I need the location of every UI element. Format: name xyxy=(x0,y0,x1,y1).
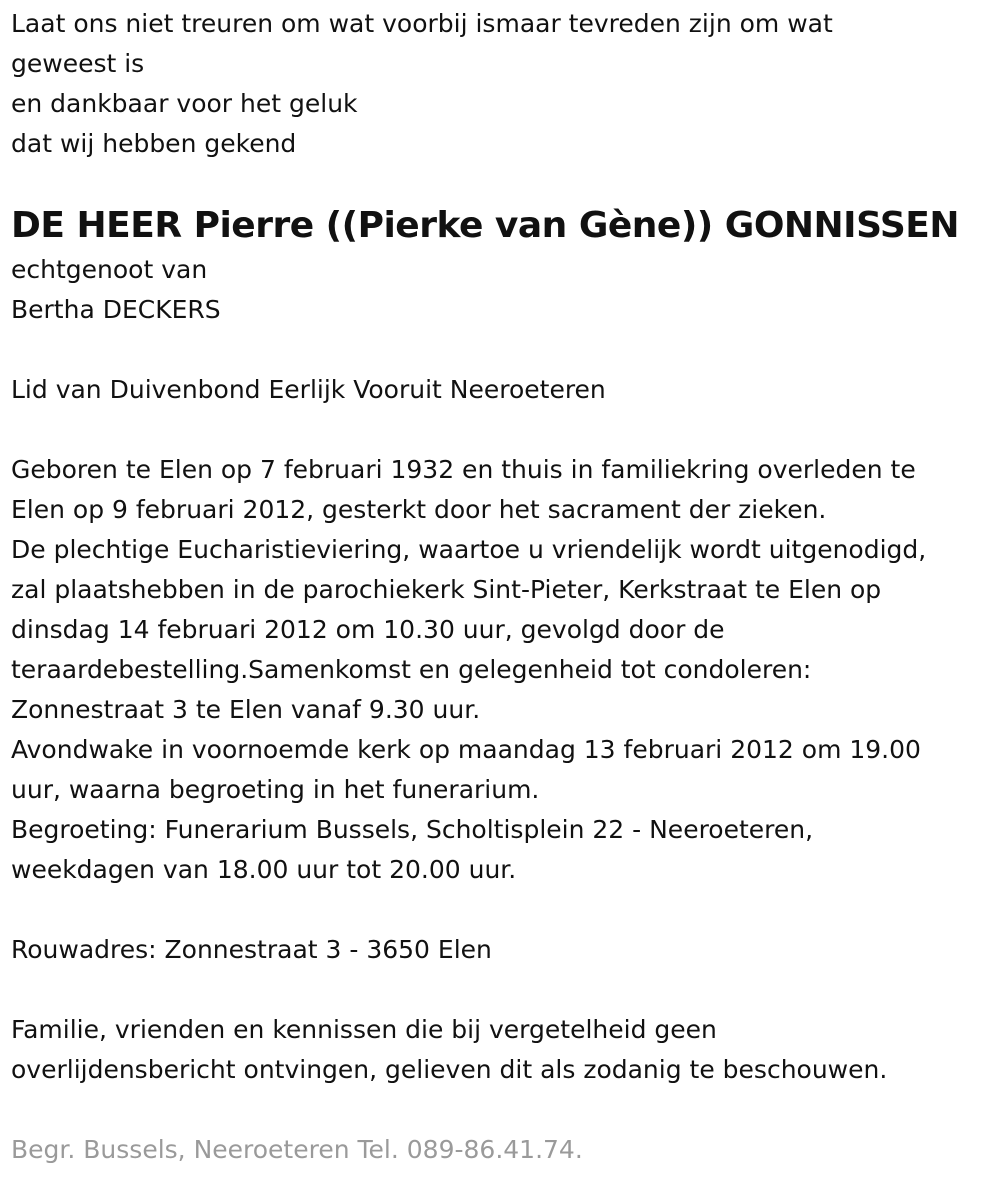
details-line: Begroeting: Funerarium Bussels, Scholtisplein 22 - Neeroeteren, xyxy=(11,815,814,844)
obituary-notice xyxy=(11,4,996,1170)
details-line: Zonnestraat 3 te Elen vanaf 9.30 uur. xyxy=(11,695,481,724)
poem xyxy=(11,4,996,164)
spacer xyxy=(11,410,996,450)
poem-line: geweest is xyxy=(11,49,145,78)
funeral-details xyxy=(11,450,996,890)
details-line: De plechtige Eucharistieviering, waartoe u vriendelijk wordt uitgenodigd, xyxy=(11,535,927,564)
details-line: Avondwake in voornoemde kerk op maandag 13 februari 2012 om 19.00 xyxy=(11,735,921,764)
family-notice xyxy=(11,1010,996,1090)
spacer xyxy=(11,330,996,370)
poem-line: dat wij hebben gekend xyxy=(11,129,297,158)
spacer xyxy=(11,1090,996,1130)
details-line: zal plaatshebben in de parochiekerk Sint-Pieter, Kerkstraat te Elen op xyxy=(11,575,882,604)
details-line: weekdagen van 18.00 uur tot 20.00 uur. xyxy=(11,855,517,884)
spouse-name: Bertha DECKERS xyxy=(11,295,221,324)
details-line: Elen op 9 februari 2012, gesterkt door het sacrament der zieken. xyxy=(11,495,827,524)
spacer xyxy=(11,164,996,202)
funeral-home-footer: Begr. Bussels, Neeroeteren Tel. 089-86.41.74. xyxy=(11,1135,583,1164)
details-line: teraardebestelling.Samenkomst en gelegenheid tot condoleren: xyxy=(11,655,812,684)
poem-line: Laat ons niet treuren om wat voorbij ismaar tevreden zijn om wat xyxy=(11,9,833,38)
mourning-address: Rouwadres: Zonnestraat 3 - 3650 Elen xyxy=(11,935,492,964)
spacer xyxy=(11,890,996,930)
details-line: uur, waarna begroeting in het funerarium. xyxy=(11,775,540,804)
membership-text: Lid van Duivenbond Eerlijk Vooruit Neeroeteren xyxy=(11,375,606,404)
deceased-name: DE HEER Pierre ((Pierke van Gène)) GONNISSEN xyxy=(11,205,960,246)
poem-line: en dankbaar voor het geluk xyxy=(11,89,358,118)
notice-line: Familie, vrienden en kennissen die bij vergetelheid geen xyxy=(11,1015,717,1044)
notice-line: overlijdensbericht ontvingen, gelieven dit als zodanig te beschouwen. xyxy=(11,1055,888,1084)
details-line: Geboren te Elen op 7 februari 1932 en thuis in familiekring overleden te xyxy=(11,455,916,484)
relation-text: echtgenoot van xyxy=(11,255,208,284)
details-line: dinsdag 14 februari 2012 om 10.30 uur, gevolgd door de xyxy=(11,615,725,644)
spacer xyxy=(11,970,996,1010)
